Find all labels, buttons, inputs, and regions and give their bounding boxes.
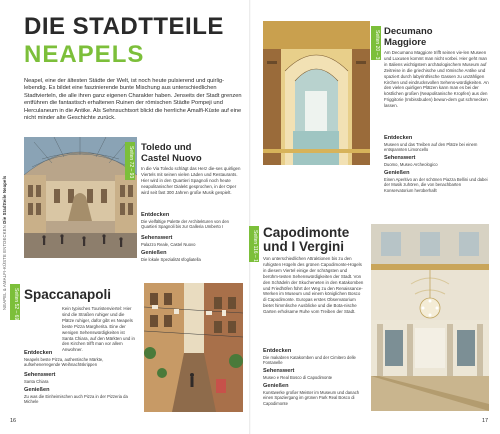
spaccanapoli-sehenswert-text: Santa Chiara [24, 379, 49, 384]
spaccanapoli-sehenswert-label: Sehenswert [24, 372, 56, 378]
decumano-sehenswert-label: Sehenswert [384, 155, 416, 161]
heading-toledo-line1: Toledo und [141, 142, 192, 153]
heading-toledo-line2: Castel Nuovo [141, 152, 202, 164]
page-title-line2: NEAPELS [24, 41, 145, 68]
heading-capodimonte-line1: Capodimonte [263, 225, 350, 240]
capodimonte-geniessen-text: Kunstwerke großer Meister im Museum und danach einen Spaziergang im grünen Park Real Bosco di Capodimonte [263, 390, 360, 406]
photo-decumano-interior [263, 21, 370, 165]
page-tag-decumano: Seiten 20 – 39 [371, 26, 381, 60]
toledo-entdecken-text: Die vielfältige Palette der Architekturen von den Quartieri Spagnoli bis zur Galleria Umberto I [141, 219, 229, 230]
page-tag-toledo: Seiten 72 – 93 [125, 142, 135, 180]
toledo-geniessen-label: Genießen [141, 250, 167, 256]
capodimonte-entdecken-label: Entdecken [263, 348, 292, 354]
heading-decumano-line1: Decumano [384, 26, 433, 37]
page-number-left: 16 [10, 418, 17, 424]
capodimonte-geniessen-label: Genießen [263, 383, 289, 389]
toledo-entdecken-label: Entdecken [141, 212, 170, 218]
page-tag-capodimonte: Seiten 116 – 125 [249, 226, 259, 262]
photo-capodimonte-interior [371, 224, 489, 411]
interior-illustration [263, 21, 370, 165]
photo-spaccanapoli-street [144, 283, 243, 412]
spaccanapoli-geniessen-label: Genießen [24, 387, 50, 393]
heading-capodimonte [263, 226, 349, 254]
decumano-geniessen-label: Genießen [384, 170, 410, 176]
spaccanapoli-entdecken-text: Neapels beste Pizza, authentische Märkte, aufsehenerregende Weihnachtskrippen [24, 357, 104, 368]
decumano-entdecken-text: Museen und das Treiben auf den Plätze bei einem entspannten Limoncello [384, 142, 478, 153]
toledo-geniessen-text: Die lokale Spezialität sfogliatella [141, 257, 201, 262]
heading-decumano [384, 27, 433, 48]
capodimonte-body: Von unterschiedlichen Attraktionen bis zu den ruhigsten Hügeln des grünen Capodimonte-Hügels in diesem Viertel einige der schrägsten und berühm-testen Sehenswürdigkeiten der Stadt. Von den Schädeln der Skucheneten in den Katakomben und Friedhöfen führt der Weg zu den Renaissance-Werken im Museum und einem königlichen Bosco di Capodimonte. Europas erstes Observatorium bietet himmlische Ausblicke und die Bota-nische Garten erholsame Ruhe vom Treiben der Stadt. [263, 256, 364, 315]
galleria-illustration [24, 137, 137, 258]
page-title-line1: DIE STADTTEILE [24, 13, 224, 40]
ballroom-illustration [371, 224, 489, 411]
running-head-title: Die Stadtteile Neapels [2, 175, 7, 224]
capodimonte-entdecken-text: Die makabren Katakomben und der Cimitero delle Fontanelle [263, 355, 356, 366]
running-head [2, 90, 12, 310]
decumano-sehenswert-text: Duomo, Museo Archeologico [384, 162, 438, 167]
spaccanapoli-geniessen-text: Zu was die Einheimischen auch Pizza in der Pizzeria da Michele [24, 394, 128, 405]
running-head-prefix: NEAPEL & AMALFI-KÜSTE ENTDECKEN [2, 225, 7, 310]
intro-text: Neapel, eine der ältesten Städte der Welt, ist noch heute pulsierend und quirlig-lebendig. Es bildet eine faszinierende bunte Mischung aus unterschiedlichen Stadtvierteln, die alle ihren ganz eigenen Charakter haben. Jenseits der Stadt grenzen entführen die fantastisch erhaltenen Ruinen der römischen Städte Pompeji und Herculaneum in die Antike. Als Sehnsuchtsort blickt die herrliche Amalfi-Küste auf eine nicht minder alte Geschichte zurück. [24, 78, 242, 122]
capodimonte-sehenswert-text: Museo e Real Bosco di Capodimonte [263, 375, 333, 380]
toledo-body: In die Via Toledo schlägt das Herz die-ses quirligen Viertels mit seinen vielen Läden und Restaurants. Hier wird in den Quartieri Spagnoli noch heute neapolitanischer Dialekt gesprochen, in der Oper wird seit fast 300 Jahren große Musik gespielt. [141, 166, 241, 195]
heading-capodimonte-line2: und I Vergini [263, 239, 345, 254]
page-number-right: 17 [482, 418, 489, 424]
decumano-entdecken-label: Entdecken [384, 135, 413, 141]
book-gutter [249, 0, 251, 434]
toledo-sehenswert-text: Palazzo Reale, Castel Nuovo [141, 242, 196, 247]
heading-spaccanapoli: Spaccanapoli [24, 287, 112, 302]
decumano-body: Am Decumano Maggiore trifft seinen vie-len Museen und Luxusen kommt man nicht vorbei. Hier geht man in Italiens wichtigstem archäologischem Museum auf Zeitreise in die griechische und römische Antike und spaziert durch labyrinthische Gassen zu unzähligen Kirchen und eindrucksvollen Sehens-würdigkeiten. An den vielen quirligen Plätzen kann man es bei der köstlichen großen (Neapolitanische Kropfen) aus den Friggitorie (Imbissbuden) bewun-dern gut schmecken lassen. [384, 50, 489, 109]
photo-galleria-umberto [24, 137, 137, 258]
spaccanapoli-entdecken-label: Entdecken [24, 350, 53, 356]
spaccanapoli-body: Kein typisches Touristenviertel: Hier sind die Straßen ruhiger und die Plätze ruhiger, dafür gibt es Neapels beste Pizza Margherita. Eine der wenigen Sehenswürdigkeiten ist Santa Chiara, auf den Märkten und in den Kirchen trifft man vor allem Anwohner. [62, 306, 135, 353]
heading-toledo [141, 143, 202, 164]
toledo-sehenswert-label: Sehenswert [141, 235, 173, 241]
street-illustration [144, 283, 243, 412]
page-tag-spaccanapoli: Seiten 52 – 69 [10, 284, 20, 320]
heading-decumano-line2: Maggiore [384, 36, 427, 48]
decumano-geniessen-text: Einen Aperitivo an der schönen Piazza Bellini und dabei der Musik zuhören, die von benachbarten Konservatorium herüberhallt [384, 177, 488, 193]
capodimonte-sehenswert-label: Sehenswert [263, 368, 295, 374]
